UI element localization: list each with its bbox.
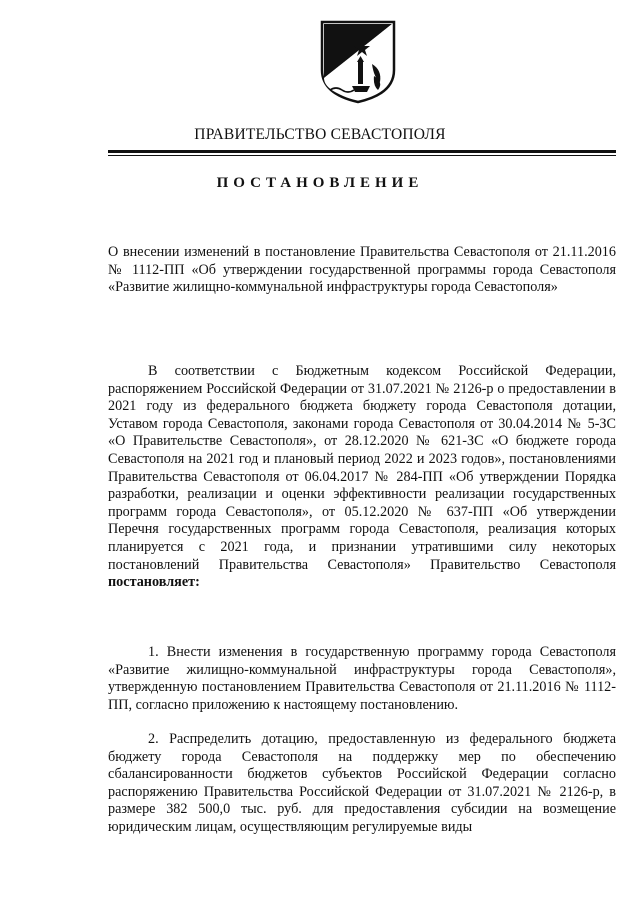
clause-2: 2. Распределить дотацию, предоставленную из федерального бюджета бюджету города Севастополя на поддержку мер по обеспечению сбалансированности бюджетов субъектов Российской Федерации согласно распоряжению Правительства Российской Федерации от 31.07.2021 № 2126-р, в размере 382 500,0 тыс. руб. для предоставления субсидии на возмещение юридическим лицам, осуществляющим регулируемые виды bbox=[108, 731, 616, 835]
document-subject: О внесении изменений в постановление Правительства Севастополя от 21.11.2016 № 1112-ПП «Об утверждении государственной программы города Севастополя «Развитие жилищно-коммунальной инфраструктуры города Севастополя» bbox=[108, 244, 616, 296]
header-rule-thin bbox=[108, 155, 616, 156]
resolves-word: постановляет: bbox=[108, 574, 200, 591]
document-type-title: ПОСТАНОВЛЕНИЕ bbox=[216, 175, 424, 191]
government-title: ПРАВИТЕЛЬСТВО СЕВАСТОПОЛЯ bbox=[194, 126, 446, 143]
sevastopol-coat-of-arms-icon bbox=[318, 18, 398, 104]
header-rule-thick bbox=[108, 150, 616, 153]
intro-text: В соответствии с Бюджетным кодексом Российской Федерации, распоряжением Российской Федерации от 31.07.2021 № 2126-р о предоставлении в 2021 году из федерального бюджета бюджету города Севастополя дотации, Уставом города Севастополя, законами города Севастополя от 30.04.2014 № 5-ЗС «О Правительстве Севастополя», от 28.12.2020 № 621-ЗС «О бюджете города Севастополя на 2021 год и плановый период 2022 и 2023 годов», постановлениями Правительства Севастополя от 06.04.2017 № 284-ПП «Об утверждении Порядка разработки, реализации и оценки эффективности реализации государственных программ города Севастополя», от 05.12.2020 № 637-ПП «Об утверждении Перечня государственных программ города Севастополя, реализация которых планируется с 2021 года, и признании утратившими силу некоторых постановлений Правительства Севастополя» Правительство Севастополя bbox=[108, 363, 616, 573]
clause-1: 1. Внести изменения в государственную программу города Севастополя «Развитие жилищно-коммунальной инфраструктуры города Севастополя», утвержденную постановлением Правительства Севастополя от 21.11.2016 № 1112-ПП, согласно приложению к настоящему постановлению. bbox=[108, 644, 616, 713]
intro-paragraph bbox=[108, 363, 616, 592]
